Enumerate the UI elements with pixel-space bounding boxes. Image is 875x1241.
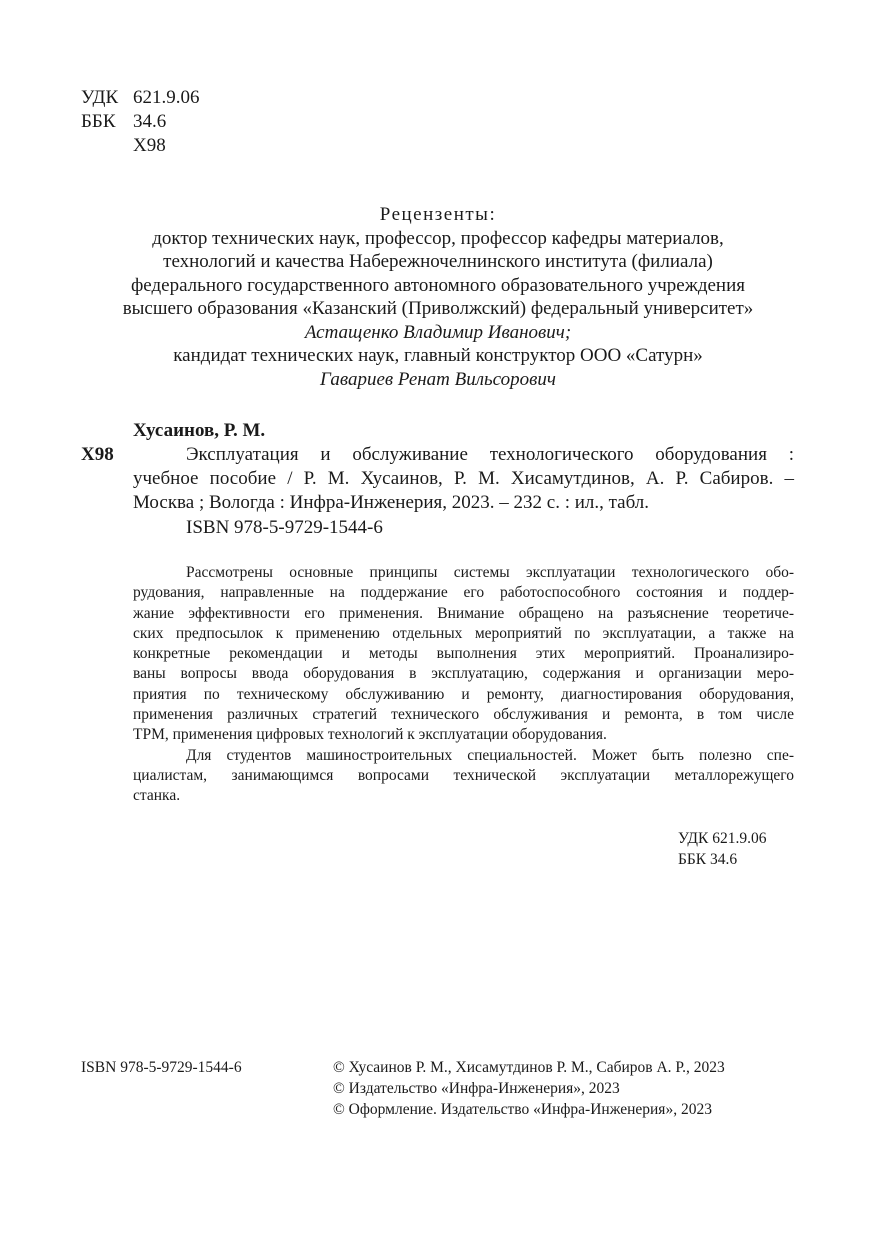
bib-line-title: Эксплуатация и обслуживание технологического оборудования : (186, 444, 794, 465)
bib-isbn: ISBN 978-5-9729-1544-6 (186, 517, 383, 538)
reviewer2-affiliation: кандидат технических наук, главный конструктор ООО «Сатурн» (173, 345, 703, 366)
author-heading: Хусаинов, Р. М. (133, 420, 266, 441)
bbk-value: 34.6 (133, 111, 167, 132)
classification-block (81, 86, 200, 158)
bib-line-authors: учебное пособие / Р. М. Хусаинов, Р. М. Хисамутдинов, А. Р. Сабиров. – (133, 468, 794, 489)
bottom-udk: УДК 621.9.06 (678, 830, 767, 847)
bib-line-imprint: Москва ; Вологда : Инфра-Инженерия, 2023. – 232 с. : ил., табл. (133, 492, 650, 513)
reviewer1-affiliation-line: высшего образования «Казанский (Приволжский) федеральный университет» (122, 298, 754, 319)
footer-copyright-authors: © Хусаинов Р. М., Хисамутдинов Р. М., Сабиров А. Р., 2023 (333, 1059, 725, 1076)
bbk-label: ББК (81, 111, 116, 132)
annotation-line: ваны вопросы ввода оборудования в эксплуатацию, содержания и организации меро- (133, 665, 794, 683)
annotation-line: жание эффективности его применения. Внимание обращено на разъяснение теоретиче- (133, 604, 794, 622)
udk-row (81, 86, 200, 110)
reviewer1-affiliation-line: федерального государственного автономного образовательного учреждения (130, 274, 745, 296)
reviewers-block (60, 203, 816, 391)
annotation-line: ских предпосылок к применению отдельных мероприятий по эксплуатации, а также на (133, 624, 794, 642)
bottom-bbk: ББК 34.6 (678, 851, 738, 868)
annotation-line: циалистам, занимающимся вопросами технической эксплуатации металлорежущего (133, 766, 794, 784)
footer-copyright-design: © Оформление. Издательство «Инфра-Инженерия», 2023 (333, 1101, 712, 1118)
udk-label: УДК (81, 87, 119, 108)
footer-copyright-publisher: © Издательство «Инфра-Инженерия», 2023 (333, 1080, 620, 1097)
annotation-line: TPM, применения цифровых технологий к эксплуатации оборудования. (133, 726, 607, 744)
annotation-line: приятия по техническому обслуживанию и ремонту, диагностирования оборудования, (133, 685, 794, 703)
author-mark-margin: Х98 (81, 444, 114, 465)
annotation (133, 563, 794, 807)
bbk-row (81, 110, 200, 134)
annotation-line: применения различных стратегий технического обслуживания и ремонта, в том числе (133, 706, 794, 724)
reviewers-heading: Рецензенты: (379, 204, 497, 225)
author-mark: Х98 (133, 135, 166, 156)
annotation-line: Для студентов машиностроительных специальностей. Может быть полезно спе- (186, 746, 794, 764)
reviewer1-affiliation-line: технологий и качества Набережночелнинского института (филиала) (163, 251, 713, 272)
reviewer1-affiliation-line: доктор технических наук, профессор, профессор кафедры материалов, (152, 227, 724, 249)
reviewer2-name: Гавариев Ренат Вильсорович (320, 368, 556, 390)
annotation-line: Рассмотрены основные принципы системы эксплуатации технологического обо- (186, 564, 794, 581)
udk-value: 621.9.06 (133, 87, 200, 108)
reviewer1-name: Астащенко Владимир Иванович; (304, 321, 572, 343)
footer-isbn: ISBN 978-5-9729-1544-6 (81, 1059, 242, 1076)
annotation-line: рудования, направленные на поддержание его работоспособного состояния и поддер- (133, 584, 794, 602)
annotation-line: станка. (133, 787, 181, 805)
annotation-line: конкретные рекомендации и методы выполнения этих мероприятий. Проанализиро- (133, 645, 794, 663)
author-mark-row (81, 134, 200, 158)
